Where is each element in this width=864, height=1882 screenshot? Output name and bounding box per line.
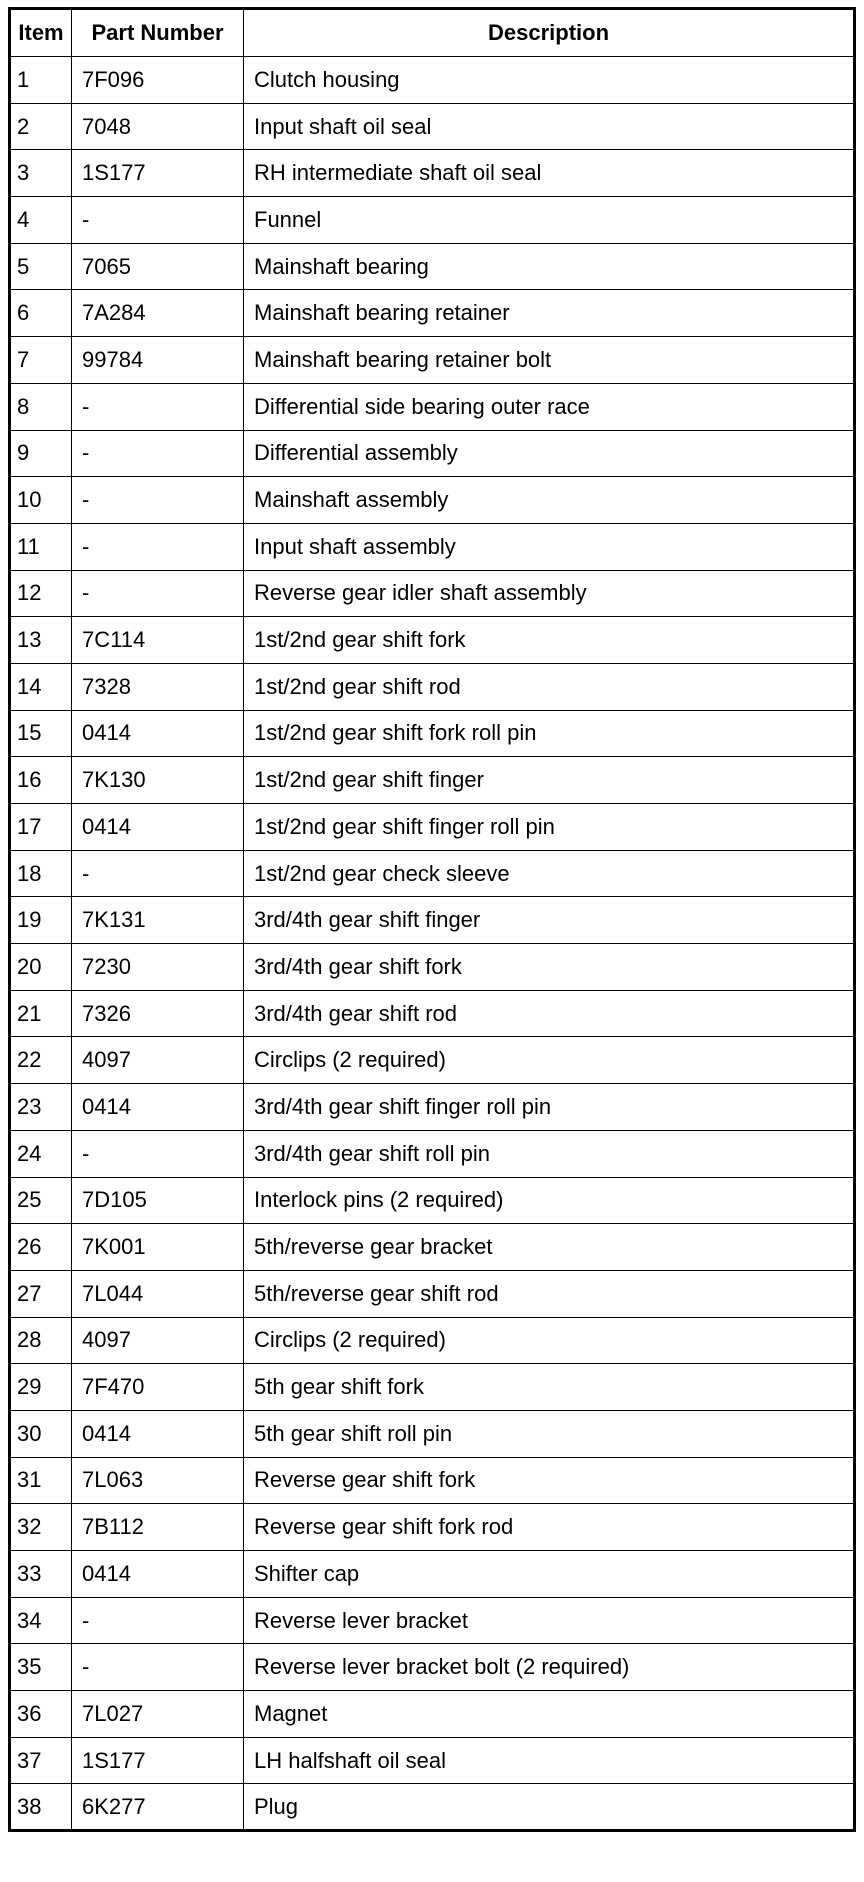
part-number-cell: 6K277 [72, 1784, 244, 1831]
description-cell: 3rd/4th gear shift fork [244, 944, 855, 991]
part-number-cell: 7328 [72, 663, 244, 710]
description-cell: 3rd/4th gear shift finger roll pin [244, 1084, 855, 1131]
description-cell: RH intermediate shaft oil seal [244, 150, 855, 197]
table-row [10, 757, 855, 804]
item-cell: 3 [10, 150, 72, 197]
table-row [10, 337, 855, 384]
table-row [10, 710, 855, 757]
item-cell: 6 [10, 290, 72, 337]
item-cell: 8 [10, 383, 72, 430]
item-cell: 26 [10, 1224, 72, 1271]
parts-table [8, 7, 856, 1832]
table-row [10, 850, 855, 897]
item-cell: 4 [10, 197, 72, 244]
part-number-cell: 7K131 [72, 897, 244, 944]
table-row [10, 103, 855, 150]
table-row [10, 663, 855, 710]
part-number-cell: - [72, 1644, 244, 1691]
description-cell: Reverse lever bracket [244, 1597, 855, 1644]
item-cell: 2 [10, 103, 72, 150]
description-cell: 1st/2nd gear shift fork roll pin [244, 710, 855, 757]
item-cell: 1 [10, 57, 72, 104]
table-row [10, 1551, 855, 1598]
description-cell: Differential side bearing outer race [244, 383, 855, 430]
item-cell: 9 [10, 430, 72, 477]
part-number-cell: 0414 [72, 1551, 244, 1598]
column-header-part-number: Part Number [72, 9, 244, 57]
description-cell: LH halfshaft oil seal [244, 1737, 855, 1784]
item-cell: 25 [10, 1177, 72, 1224]
item-cell: 23 [10, 1084, 72, 1131]
item-cell: 5 [10, 243, 72, 290]
item-cell: 24 [10, 1130, 72, 1177]
part-number-cell: - [72, 383, 244, 430]
item-cell: 18 [10, 850, 72, 897]
description-cell: 1st/2nd gear shift fork [244, 617, 855, 664]
table-row [10, 1224, 855, 1271]
part-number-cell: 0414 [72, 710, 244, 757]
description-cell: 5th gear shift fork [244, 1364, 855, 1411]
description-cell: Funnel [244, 197, 855, 244]
part-number-cell: 7D105 [72, 1177, 244, 1224]
table-row [10, 1130, 855, 1177]
table-row [10, 477, 855, 524]
table-row [10, 243, 855, 290]
item-cell: 28 [10, 1317, 72, 1364]
table-row [10, 150, 855, 197]
table-row [10, 197, 855, 244]
part-number-cell: 7230 [72, 944, 244, 991]
item-cell: 7 [10, 337, 72, 384]
description-cell: Circlips (2 required) [244, 1037, 855, 1084]
description-cell: 3rd/4th gear shift finger [244, 897, 855, 944]
part-number-cell: - [72, 523, 244, 570]
item-cell: 30 [10, 1410, 72, 1457]
part-number-cell: 4097 [72, 1317, 244, 1364]
description-cell: 5th gear shift roll pin [244, 1410, 855, 1457]
part-number-cell: 7C114 [72, 617, 244, 664]
part-number-cell: 7K130 [72, 757, 244, 804]
item-cell: 13 [10, 617, 72, 664]
description-cell: Plug [244, 1784, 855, 1831]
part-number-cell: 7F096 [72, 57, 244, 104]
part-number-cell: 7065 [72, 243, 244, 290]
part-number-cell: - [72, 197, 244, 244]
description-cell: Input shaft oil seal [244, 103, 855, 150]
part-number-cell: 1S177 [72, 150, 244, 197]
part-number-cell: 7K001 [72, 1224, 244, 1271]
table-row [10, 1364, 855, 1411]
part-number-cell: 0414 [72, 1410, 244, 1457]
table-row [10, 1084, 855, 1131]
description-cell: 1st/2nd gear shift finger [244, 757, 855, 804]
table-body [10, 57, 855, 1831]
part-number-cell: 7A284 [72, 290, 244, 337]
item-cell: 21 [10, 990, 72, 1037]
part-number-cell: 1S177 [72, 1737, 244, 1784]
description-cell: Magnet [244, 1691, 855, 1738]
part-number-cell: - [72, 1130, 244, 1177]
table-row [10, 1644, 855, 1691]
description-cell: 3rd/4th gear shift rod [244, 990, 855, 1037]
description-cell: Reverse lever bracket bolt (2 required) [244, 1644, 855, 1691]
item-cell: 10 [10, 477, 72, 524]
part-number-cell: - [72, 570, 244, 617]
table-row [10, 990, 855, 1037]
table-row [10, 1270, 855, 1317]
item-cell: 15 [10, 710, 72, 757]
description-cell: 5th/reverse gear shift rod [244, 1270, 855, 1317]
description-cell: Mainshaft bearing [244, 243, 855, 290]
item-cell: 34 [10, 1597, 72, 1644]
part-number-cell: 7L044 [72, 1270, 244, 1317]
table-row [10, 430, 855, 477]
description-cell: Reverse gear shift fork [244, 1457, 855, 1504]
table-row [10, 804, 855, 851]
part-number-cell: - [72, 477, 244, 524]
item-cell: 38 [10, 1784, 72, 1831]
item-cell: 17 [10, 804, 72, 851]
description-cell: 1st/2nd gear shift finger roll pin [244, 804, 855, 851]
table-row [10, 1691, 855, 1738]
table-row [10, 1317, 855, 1364]
description-cell: Reverse gear shift fork rod [244, 1504, 855, 1551]
table-row [10, 570, 855, 617]
part-number-cell: 7326 [72, 990, 244, 1037]
item-cell: 22 [10, 1037, 72, 1084]
part-number-cell: 7L063 [72, 1457, 244, 1504]
table-row [10, 57, 855, 104]
table-row [10, 1410, 855, 1457]
part-number-cell: - [72, 850, 244, 897]
description-cell: Interlock pins (2 required) [244, 1177, 855, 1224]
table-row [10, 290, 855, 337]
column-header-description: Description [244, 9, 855, 57]
description-cell: Differential assembly [244, 430, 855, 477]
part-number-cell: 4097 [72, 1037, 244, 1084]
part-number-cell: 7F470 [72, 1364, 244, 1411]
item-cell: 16 [10, 757, 72, 804]
table-row [10, 383, 855, 430]
part-number-cell: 7L027 [72, 1691, 244, 1738]
description-cell: Mainshaft bearing retainer [244, 290, 855, 337]
description-cell: Circlips (2 required) [244, 1317, 855, 1364]
description-cell: Clutch housing [244, 57, 855, 104]
item-cell: 33 [10, 1551, 72, 1598]
item-cell: 19 [10, 897, 72, 944]
description-cell: Input shaft assembly [244, 523, 855, 570]
item-cell: 36 [10, 1691, 72, 1738]
part-number-cell: 0414 [72, 1084, 244, 1131]
item-cell: 31 [10, 1457, 72, 1504]
table-row [10, 1504, 855, 1551]
table-row [10, 1737, 855, 1784]
description-cell: 3rd/4th gear shift roll pin [244, 1130, 855, 1177]
item-cell: 20 [10, 944, 72, 991]
table-row [10, 897, 855, 944]
table-row [10, 1037, 855, 1084]
item-cell: 27 [10, 1270, 72, 1317]
item-cell: 29 [10, 1364, 72, 1411]
part-number-cell: - [72, 430, 244, 477]
description-cell: 5th/reverse gear bracket [244, 1224, 855, 1271]
item-cell: 37 [10, 1737, 72, 1784]
description-cell: Mainshaft assembly [244, 477, 855, 524]
table-row [10, 944, 855, 991]
item-cell: 12 [10, 570, 72, 617]
table-row [10, 1457, 855, 1504]
table-row [10, 617, 855, 664]
part-number-cell: 7B112 [72, 1504, 244, 1551]
description-cell: Reverse gear idler shaft assembly [244, 570, 855, 617]
part-number-cell: - [72, 1597, 244, 1644]
table-row [10, 523, 855, 570]
item-cell: 35 [10, 1644, 72, 1691]
part-number-cell: 99784 [72, 337, 244, 384]
table-row [10, 1177, 855, 1224]
item-cell: 32 [10, 1504, 72, 1551]
description-cell: Mainshaft bearing retainer bolt [244, 337, 855, 384]
table-header-row [10, 9, 855, 57]
part-number-cell: 7048 [72, 103, 244, 150]
column-header-item: Item [10, 9, 72, 57]
description-cell: 1st/2nd gear check sleeve [244, 850, 855, 897]
description-cell: 1st/2nd gear shift rod [244, 663, 855, 710]
table-row [10, 1597, 855, 1644]
description-cell: Shifter cap [244, 1551, 855, 1598]
table-row [10, 1784, 855, 1831]
item-cell: 14 [10, 663, 72, 710]
part-number-cell: 0414 [72, 804, 244, 851]
item-cell: 11 [10, 523, 72, 570]
